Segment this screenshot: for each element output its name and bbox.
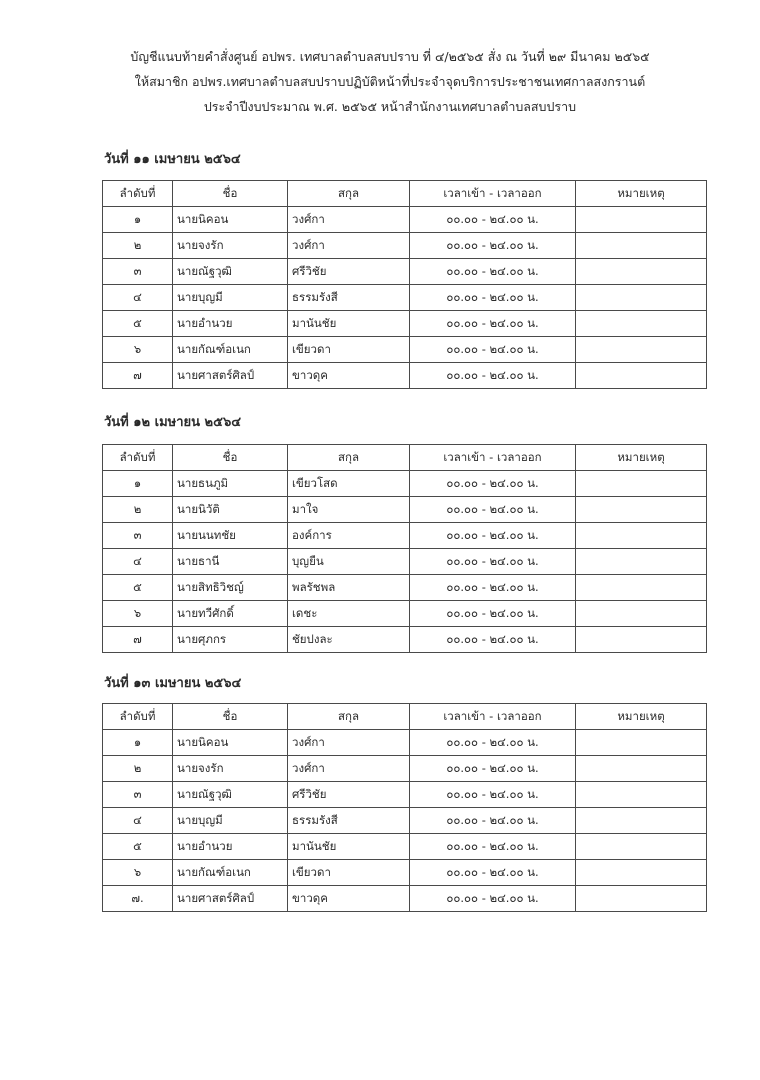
cell-last: ขาวดุค — [288, 886, 410, 912]
column-header-first: ชื่อ — [173, 704, 288, 730]
cell-last: ชัยปงละ — [288, 627, 410, 653]
day-label: วันที่ ๑๒ เมษายน ๒๕๖๔ — [104, 415, 242, 430]
cell-no: ๓ — [103, 259, 173, 285]
cell-remark — [576, 730, 707, 756]
cell-last: วงศ์กา — [288, 233, 410, 259]
cell-last: เขียวโสด — [288, 471, 410, 497]
cell-last: เขียวดา — [288, 337, 410, 363]
table-row — [103, 756, 707, 782]
cell-last: มานันชัย — [288, 311, 410, 337]
header-line-2: ให้สมาชิก อปพร.เทศบาลตำบลสบปราบปฏิบัติหน้าที่ประจำจุดบริการประชาชนเทศกาลสงกรานต์ — [134, 74, 646, 89]
cell-time: ๐๐.๐๐ - ๒๔.๐๐ น. — [410, 207, 576, 233]
cell-last: องค์การ — [288, 523, 410, 549]
cell-last: เดชะ — [288, 601, 410, 627]
table-row — [103, 259, 707, 285]
cell-no: ๒ — [103, 497, 173, 523]
cell-first: นายจงรัก — [173, 756, 288, 782]
table-row — [103, 782, 707, 808]
cell-remark — [576, 285, 707, 311]
duty-roster-table — [102, 180, 707, 389]
cell-no: ๖ — [103, 860, 173, 886]
duty-roster-table — [102, 444, 707, 653]
cell-time: ๐๐.๐๐ - ๒๔.๐๐ น. — [410, 549, 576, 575]
cell-first: นายธานี — [173, 549, 288, 575]
cell-no: ๕ — [103, 834, 173, 860]
table-row — [103, 363, 707, 389]
cell-first: นายกัณฑ์อเนก — [173, 860, 288, 886]
cell-remark — [576, 808, 707, 834]
cell-first: นายนิคอน — [173, 207, 288, 233]
cell-last: พลรัชพล — [288, 575, 410, 601]
cell-first: นายอำนวย — [173, 834, 288, 860]
cell-remark — [576, 497, 707, 523]
cell-remark — [576, 311, 707, 337]
cell-first: นายทวีศักดิ์ — [173, 601, 288, 627]
cell-remark — [576, 549, 707, 575]
column-header-remark: หมายเหตุ — [576, 181, 707, 207]
cell-no: ๖ — [103, 601, 173, 627]
cell-last: ธรรมรังสี — [288, 285, 410, 311]
header-line-3: ประจำปีงบประมาณ พ.ศ. ๒๕๖๕ หน้าสำนักงานเทศบาลตำบลสบปราบ — [203, 99, 577, 114]
cell-first: นายบุญมี — [173, 808, 288, 834]
cell-first: นายอำนวย — [173, 311, 288, 337]
cell-no: ๑ — [103, 730, 173, 756]
table-row — [103, 808, 707, 834]
table-row — [103, 523, 707, 549]
table-row — [103, 575, 707, 601]
cell-last: ศรีวิชัย — [288, 782, 410, 808]
cell-first: นายศาสตร์ศิลป์ — [173, 363, 288, 389]
cell-first: นายนิวัติ — [173, 497, 288, 523]
cell-remark — [576, 233, 707, 259]
cell-remark — [576, 601, 707, 627]
column-header-remark: หมายเหตุ — [576, 445, 707, 471]
cell-remark — [576, 363, 707, 389]
cell-last: มาใจ — [288, 497, 410, 523]
cell-time: ๐๐.๐๐ - ๒๔.๐๐ น. — [410, 730, 576, 756]
table-header-row — [103, 181, 707, 207]
table-row — [103, 207, 707, 233]
column-header-no: ลำดับที่ — [103, 704, 173, 730]
cell-time: ๐๐.๐๐ - ๒๔.๐๐ น. — [410, 782, 576, 808]
table-header-row — [103, 445, 707, 471]
day-label: วันที่ ๑๑ เมษายน ๒๕๖๔ — [104, 152, 241, 167]
cell-remark — [576, 627, 707, 653]
table-row — [103, 471, 707, 497]
column-header-last: สกุล — [288, 181, 410, 207]
table-row — [103, 337, 707, 363]
cell-remark — [576, 523, 707, 549]
cell-last: มานันชัย — [288, 834, 410, 860]
cell-time: ๐๐.๐๐ - ๒๔.๐๐ น. — [410, 834, 576, 860]
cell-no: ๓ — [103, 523, 173, 549]
column-header-last: สกุล — [288, 445, 410, 471]
cell-time: ๐๐.๐๐ - ๒๔.๐๐ น. — [410, 808, 576, 834]
cell-last: วงศ์กา — [288, 730, 410, 756]
table-row — [103, 601, 707, 627]
cell-last: วงศ์กา — [288, 756, 410, 782]
cell-no: ๑ — [103, 471, 173, 497]
cell-first: นายศุภกร — [173, 627, 288, 653]
cell-no: ๗ — [103, 363, 173, 389]
cell-first: นายบุญมี — [173, 285, 288, 311]
column-header-remark: หมายเหตุ — [576, 704, 707, 730]
cell-time: ๐๐.๐๐ - ๒๔.๐๐ น. — [410, 337, 576, 363]
cell-remark — [576, 886, 707, 912]
cell-first: นายนิคอน — [173, 730, 288, 756]
column-header-last: สกุล — [288, 704, 410, 730]
cell-no: ๒ — [103, 233, 173, 259]
cell-first: นายศาสตร์ศิลป์ — [173, 886, 288, 912]
cell-last: เขียวดา — [288, 860, 410, 886]
cell-time: ๐๐.๐๐ - ๒๔.๐๐ น. — [410, 627, 576, 653]
cell-no: ๗. — [103, 886, 173, 912]
table-row — [103, 497, 707, 523]
table-row — [103, 860, 707, 886]
cell-time: ๐๐.๐๐ - ๒๔.๐๐ น. — [410, 471, 576, 497]
cell-time: ๐๐.๐๐ - ๒๔.๐๐ น. — [410, 886, 576, 912]
cell-time: ๐๐.๐๐ - ๒๔.๐๐ น. — [410, 259, 576, 285]
cell-remark — [576, 207, 707, 233]
cell-time: ๐๐.๐๐ - ๒๔.๐๐ น. — [410, 523, 576, 549]
table-row — [103, 886, 707, 912]
column-header-first: ชื่อ — [173, 445, 288, 471]
cell-last: วงศ์กา — [288, 207, 410, 233]
cell-remark — [576, 860, 707, 886]
cell-no: ๓ — [103, 782, 173, 808]
cell-remark — [576, 259, 707, 285]
cell-no: ๕ — [103, 575, 173, 601]
cell-first: นายสิทธิวิชญ์ — [173, 575, 288, 601]
cell-remark — [576, 782, 707, 808]
cell-no: ๕ — [103, 311, 173, 337]
cell-remark — [576, 756, 707, 782]
table-row — [103, 285, 707, 311]
header-line-1: บัญชีแนบท้ายคำสั่งศูนย์ อปพร. เทศบาลตำบลสบปราบ ที่ ๔/๒๕๖๕ สั่ง ณ วันที่ ๒๙ มีนาคม ๒๕๖๕ — [130, 49, 650, 64]
column-header-time: เวลาเข้า - เวลาออก — [410, 445, 576, 471]
cell-remark — [576, 575, 707, 601]
cell-first: นายธนภูมิ — [173, 471, 288, 497]
cell-time: ๐๐.๐๐ - ๒๔.๐๐ น. — [410, 233, 576, 259]
cell-time: ๐๐.๐๐ - ๒๔.๐๐ น. — [410, 497, 576, 523]
cell-no: ๖ — [103, 337, 173, 363]
cell-first: นายณัฐวุฒิ — [173, 259, 288, 285]
cell-time: ๐๐.๐๐ - ๒๔.๐๐ น. — [410, 285, 576, 311]
table-header-row — [103, 704, 707, 730]
column-header-time: เวลาเข้า - เวลาออก — [410, 704, 576, 730]
cell-last: ศรีวิชัย — [288, 259, 410, 285]
cell-first: นายกัณฑ์อเนก — [173, 337, 288, 363]
cell-time: ๐๐.๐๐ - ๒๔.๐๐ น. — [410, 860, 576, 886]
cell-remark — [576, 337, 707, 363]
cell-no: ๔ — [103, 549, 173, 575]
cell-first: นายจงรัก — [173, 233, 288, 259]
column-header-time: เวลาเข้า - เวลาออก — [410, 181, 576, 207]
cell-time: ๐๐.๐๐ - ๒๔.๐๐ น. — [410, 363, 576, 389]
column-header-no: ลำดับที่ — [103, 181, 173, 207]
table-row — [103, 730, 707, 756]
cell-last: บุญยืน — [288, 549, 410, 575]
cell-no: ๗ — [103, 627, 173, 653]
table-row — [103, 311, 707, 337]
duty-roster-table — [102, 703, 707, 912]
cell-no: ๔ — [103, 808, 173, 834]
cell-time: ๐๐.๐๐ - ๒๔.๐๐ น. — [410, 575, 576, 601]
cell-time: ๐๐.๐๐ - ๒๔.๐๐ น. — [410, 756, 576, 782]
cell-no: ๒ — [103, 756, 173, 782]
cell-remark — [576, 471, 707, 497]
table-row — [103, 549, 707, 575]
table-row — [103, 627, 707, 653]
cell-first: นายนนทชัย — [173, 523, 288, 549]
cell-time: ๐๐.๐๐ - ๒๔.๐๐ น. — [410, 311, 576, 337]
column-header-first: ชื่อ — [173, 181, 288, 207]
table-row — [103, 233, 707, 259]
cell-last: ธรรมรังสี — [288, 808, 410, 834]
cell-no: ๑ — [103, 207, 173, 233]
cell-first: นายณัฐวุฒิ — [173, 782, 288, 808]
table-row — [103, 834, 707, 860]
cell-remark — [576, 834, 707, 860]
cell-no: ๔ — [103, 285, 173, 311]
cell-last: ขาวดุค — [288, 363, 410, 389]
column-header-no: ลำดับที่ — [103, 445, 173, 471]
cell-time: ๐๐.๐๐ - ๒๔.๐๐ น. — [410, 601, 576, 627]
document-header — [60, 44, 720, 119]
day-label: วันที่ ๑๓ เมษายน ๒๕๖๔ — [104, 676, 242, 691]
